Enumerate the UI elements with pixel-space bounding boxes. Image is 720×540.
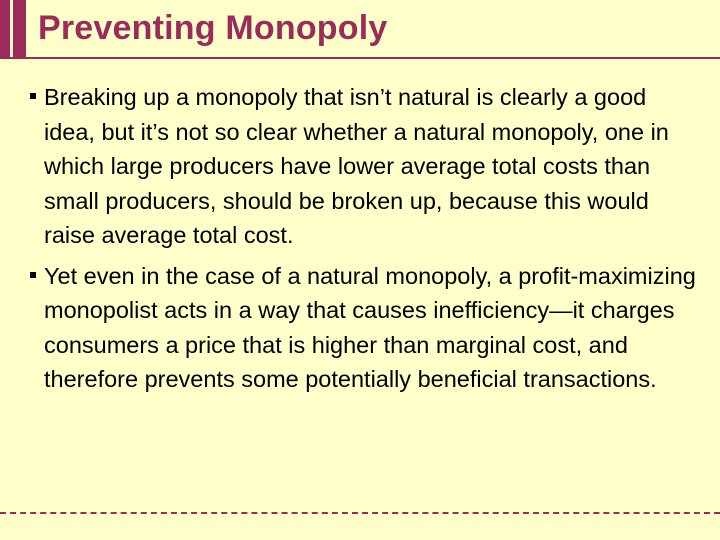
bullet-item: [30, 259, 700, 397]
title-divider: [0, 57, 720, 59]
bullet-list: [30, 80, 700, 403]
bullet-text: Breaking up a monopoly that isn’t natural is clearly a good idea, but it’s not so clear whether a natural monopoly, one in which large producers have lower average total costs than small producers, should be broken up, because this would raise average total cost.: [44, 84, 669, 248]
bullet-item: [30, 80, 700, 253]
title-accent-bar: [0, 0, 26, 58]
slide-title: Preventing Monopoly: [38, 9, 388, 47]
bullet-text: Yet even in the case of a natural monopoly, a profit-maximizing monopolist acts in a way that causes inefficiency—it charges consumers a price that is higher than marginal cost, and therefore prevents some potentially beneficial transactions.: [44, 262, 696, 392]
square-bullet-icon: [30, 272, 36, 278]
footer-dashed-divider: [0, 512, 720, 514]
square-bullet-icon: [30, 93, 36, 99]
